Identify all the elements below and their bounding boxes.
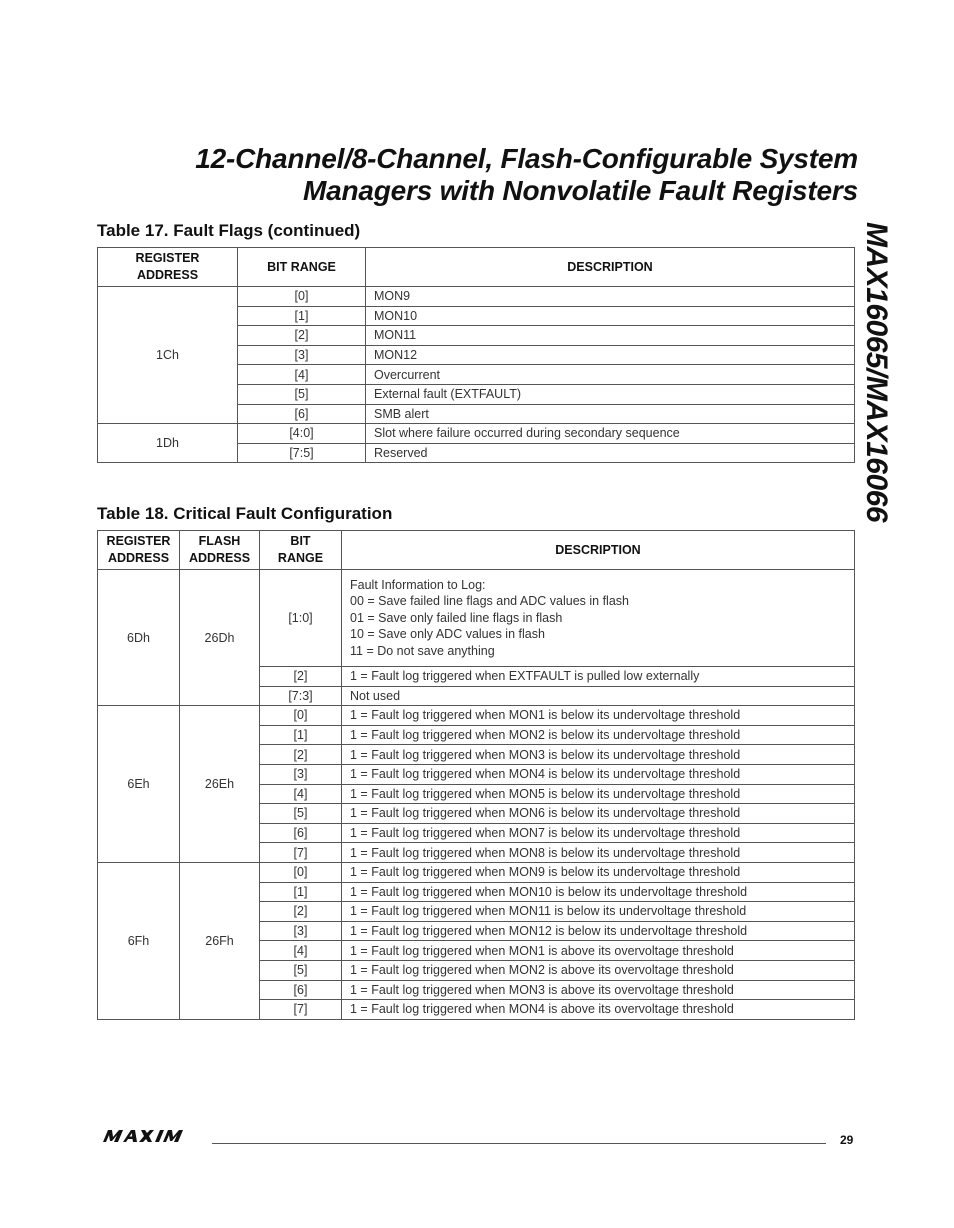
bit-range-cell: [4]	[238, 365, 366, 385]
bit-range-cell: [4]	[260, 784, 342, 804]
register-address-cell: 6Eh	[98, 706, 180, 863]
description-line: 00 = Save failed line flags and ADC values in flash	[350, 594, 629, 609]
page-number: 29	[840, 1133, 854, 1147]
bit-range-cell: [1]	[238, 306, 366, 326]
description-cell: 1 = Fault log triggered when MON2 is below its undervoltage threshold	[342, 725, 855, 745]
description-cell: Slot where failure occurred during secondary sequence	[366, 424, 855, 444]
description-cell: 1 = Fault log triggered when MON3 is below its undervoltage threshold	[342, 745, 855, 765]
flash-address-cell: 26Fh	[180, 862, 260, 1019]
bit-range-cell: [5]	[260, 804, 342, 824]
bit-range-cell: [1]	[260, 882, 342, 902]
description-cell: SMB alert	[366, 404, 855, 424]
bit-range-cell: [3]	[238, 345, 366, 365]
table18-header-description: DESCRIPTION	[342, 531, 855, 570]
table17-header-register-address: REGISTER ADDRESS	[98, 248, 238, 287]
bit-range-cell: [2]	[260, 745, 342, 765]
description-cell: 1 = Fault log triggered when MON3 is above its overvoltage threshold	[342, 980, 855, 1000]
bit-range-cell: [6]	[260, 980, 342, 1000]
table17-header-row	[98, 248, 855, 287]
bit-range-cell: [6]	[238, 404, 366, 424]
register-address-cell: 1Ch	[98, 287, 238, 424]
title-line-1: 12-Channel/8-Channel, Flash-Configurable System	[195, 143, 858, 174]
description-cell: 1 = Fault log triggered when EXTFAULT is pulled low externally	[342, 667, 855, 687]
table-row	[98, 287, 855, 307]
bit-range-cell: [5]	[260, 960, 342, 980]
title-line-2: Managers with Nonvolatile Fault Registers	[302, 175, 858, 206]
description-cell: MON12	[366, 345, 855, 365]
flash-address-cell: 26Dh	[180, 570, 260, 706]
table18-header-register-address: REGISTER ADDRESS	[98, 531, 180, 570]
side-part-number-text: MAX16065/MAX16066	[860, 222, 893, 523]
bit-range-cell: [0]	[260, 862, 342, 882]
register-address-cell: 6Fh	[98, 862, 180, 1019]
bit-range-cell: [3]	[260, 921, 342, 941]
bit-range-cell: [2]	[260, 902, 342, 922]
description-cell: 1 = Fault log triggered when MON4 is above its overvoltage threshold	[342, 1000, 855, 1020]
description-line: Fault Information to Log:	[350, 577, 486, 592]
bit-range-cell: [7]	[260, 843, 342, 863]
table18-header-flash-address: FLASH ADDRESS	[180, 531, 260, 570]
register-address-cell: 1Dh	[98, 424, 238, 463]
table17-header-description: DESCRIPTION	[366, 248, 855, 287]
table18-header-bit-range: BIT RANGE	[260, 531, 342, 570]
bit-range-cell: [2]	[260, 667, 342, 687]
bit-range-cell: [1]	[260, 725, 342, 745]
description-cell: 1 = Fault log triggered when MON8 is below its undervoltage threshold	[342, 843, 855, 863]
bit-range-cell: [3]	[260, 764, 342, 784]
description-cell: 1 = Fault log triggered when MON1 is below its undervoltage threshold	[342, 706, 855, 726]
description-line: 11 = Do not save anything	[350, 643, 495, 658]
bit-range-cell: [2]	[238, 326, 366, 346]
description-cell: 1 = Fault log triggered when MON2 is above its overvoltage threshold	[342, 960, 855, 980]
bit-range-cell: [4]	[260, 941, 342, 961]
description-cell: Overcurrent	[366, 365, 855, 385]
table-row	[98, 862, 855, 882]
bit-range-cell: [5]	[238, 384, 366, 404]
bit-range-cell: [0]	[238, 287, 366, 307]
description-cell: Reserved	[366, 443, 855, 463]
table17-fault-flags	[97, 247, 855, 463]
description-cell: MON10	[366, 306, 855, 326]
description-cell: MON9	[366, 287, 855, 307]
document-title	[78, 143, 858, 207]
bit-range-cell: [7:3]	[260, 686, 342, 706]
description-cell: 1 = Fault log triggered when MON11 is below its undervoltage threshold	[342, 902, 855, 922]
description-cell: 1 = Fault log triggered when MON7 is below its undervoltage threshold	[342, 823, 855, 843]
description-cell: 1 = Fault log triggered when MON12 is below its undervoltage threshold	[342, 921, 855, 941]
description-cell: 1 = Fault log triggered when MON6 is below its undervoltage threshold	[342, 804, 855, 824]
table-row	[98, 570, 855, 667]
bit-range-cell: [1:0]	[260, 570, 342, 667]
description-cell: 1 = Fault log triggered when MON5 is below its undervoltage threshold	[342, 784, 855, 804]
table17-caption: Table 17. Fault Flags (continued)	[97, 221, 361, 240]
bit-range-cell: [7]	[260, 1000, 342, 1020]
description-line: 01 = Save only failed line flags in flash	[350, 610, 563, 625]
maxim-logo-mark	[99, 1128, 209, 1144]
table18-caption: Table 18. Critical Fault Configuration	[97, 504, 393, 523]
table18-critical-fault-configuration	[97, 530, 855, 1020]
bit-range-cell: [6]	[260, 823, 342, 843]
side-part-number	[861, 222, 901, 582]
description-cell: Not used	[342, 686, 855, 706]
bit-range-cell: [7:5]	[238, 443, 366, 463]
flash-address-cell: 26Eh	[180, 706, 260, 863]
table18-header-row	[98, 531, 855, 570]
table-row	[98, 424, 855, 444]
description-cell: 1 = Fault log triggered when MON4 is below its undervoltage threshold	[342, 764, 855, 784]
description-cell: 1 = Fault log triggered when MON9 is below its undervoltage threshold	[342, 862, 855, 882]
table-row	[98, 706, 855, 726]
register-address-cell: 6Dh	[98, 570, 180, 706]
table17-header-bit-range: BIT RANGE	[238, 248, 366, 287]
footer-rule	[212, 1143, 826, 1144]
maxim-logo	[99, 1128, 209, 1149]
description-cell: 1 = Fault log triggered when MON10 is below its undervoltage threshold	[342, 882, 855, 902]
description-cell	[342, 570, 855, 667]
description-cell: MON11	[366, 326, 855, 346]
description-line: 10 = Save only ADC values in flash	[350, 627, 545, 642]
description-cell: External fault (EXTFAULT)	[366, 384, 855, 404]
description-cell: 1 = Fault log triggered when MON1 is above its overvoltage threshold	[342, 941, 855, 961]
bit-range-cell: [4:0]	[238, 424, 366, 444]
bit-range-cell: [0]	[260, 706, 342, 726]
